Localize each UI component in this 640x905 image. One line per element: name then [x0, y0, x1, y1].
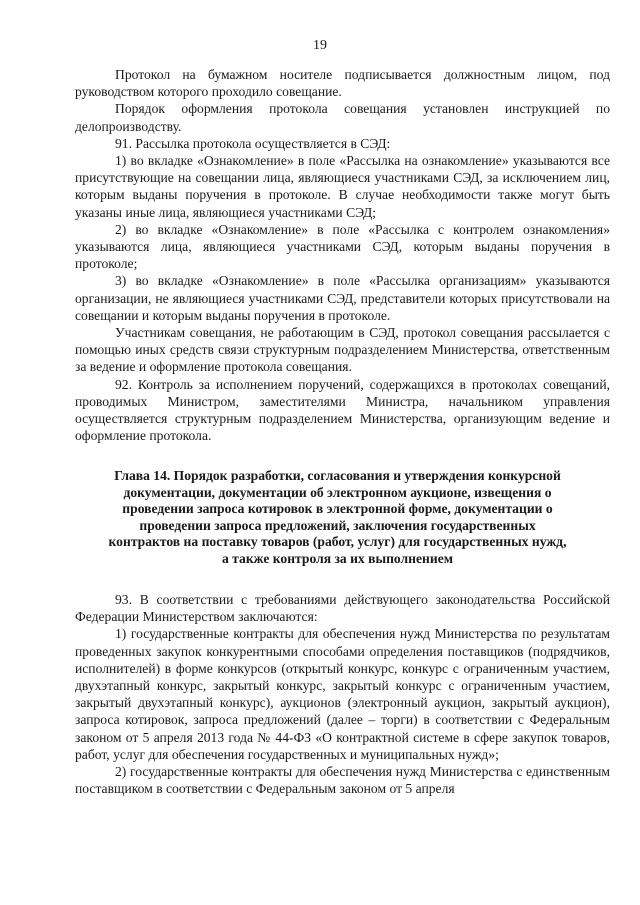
paragraph: Протокол на бумажном носителе подписывается должностным лицом, под руководством которого проходило совещание.	[75, 67, 610, 100]
paragraph: 93. В соответствии с требованиями действующего законодательства Российской Федерации Министерством заключаются:	[75, 591, 610, 625]
paragraph: 1) во вкладке «Ознакомление» в поле «Рассылка на ознакомление» указываются все присутствующие на совещании лица, являющиеся участниками СЭД, за исключением лиц, которым выданы поручения в протоколе. В случае необходимости также могут быть указаны иные лица, являющиеся участниками СЭД;	[75, 153, 610, 220]
paragraph: 2) государственные контракты для обеспечения нужд Министерства с единственным поставщиком в соответствии с Федеральным законом от 5 апреля	[75, 763, 610, 797]
paragraph: 2) во вкладке «Ознакомление» в поле «Рассылка с контролем ознакомления» указываются лица, являющиеся участниками СЭД, которым выданы поручения в протоколе;	[75, 221, 610, 272]
paragraph: Порядок оформления протокола совещания установлен инструкцией по делопроизводству.	[75, 101, 610, 134]
paragraph: 1) государственные контракты для обеспечения нужд Министерства по результатам проведенных закупок конкурентными способами определения поставщиков (подрядчиков, исполнителей) в форме конкурсов (открытый конкурс, конкурс с ограниченным участием, двухэтапный конкурс, закрытый конкурс, закрытый конкурс с ограниченным участием, закрытый двухэтапный конкурс), аукционов (электронный аукцион, закрытый аукцион), запроса котировок, запроса предложений (далее – торги) в соответствии с Федеральным законом от 5 апреля 2013 года № 44-ФЗ «О контрактной системе в сфере закупок товаров, работ, услуг для обеспечения государственных и муниципальных нужд»;	[75, 626, 610, 762]
paragraph: 91. Рассылка протокола осуществляется в СЭД:	[115, 135, 391, 151]
paragraph: Участникам совещания, не работающим в СЭД, протокол совещания рассылается с помощью иных средств связи структурным подразделением Министерства, ответственным за ведение и оформление протокола совещания.	[75, 325, 610, 375]
paragraph: 92. Контроль за исполнением поручений, содержащихся в протоколах совещаний, проводимых Министром, заместителями Министра, начальником управления осуществляется структурным подразделением Министерства, организующим ведение и оформление протокола.	[75, 376, 610, 444]
page-number: 19	[313, 38, 327, 53]
document-body	[75, 66, 610, 797]
paragraph: 3) во вкладке «Ознакомление» в поле «Рассылка организациям» указываются организации, не являющиеся участниками СЭД, представители которых присутствовали на совещании и которым выданы поручения в протоколе.	[75, 273, 610, 323]
chapter-heading: Глава 14. Порядок разработки, согласования и утверждения конкурсной документации, документации об электронном аукционе, извещения о проведении запроса котировок в электронной форме, документации о проведении запроса предложений, заключения государственных контрактов на поставку товаров (работ, услуг) для государственных нужд, а также контроля за их выполнением	[108, 468, 567, 566]
